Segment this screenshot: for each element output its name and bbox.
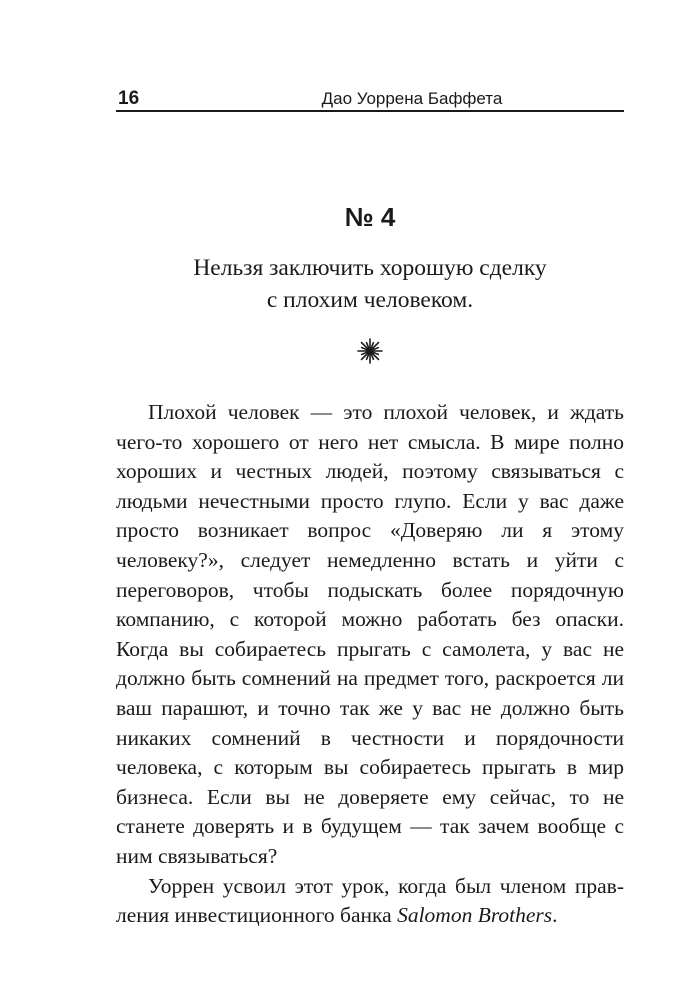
body-text	[116, 398, 624, 931]
page-number: 16	[118, 88, 140, 109]
chapter-number: № 4	[344, 202, 396, 232]
paragraph: Плохой человек — это плохой человек, и ждать чего-то хорошего от него нет смысла. В мире полно хороших и честных людей, поэтому связываться с людьми нечестными просто глупо. Если у вас даже просто возникает вопрос «Доверяю ли я этому человеку?», следует немедленно встать и уйти с переговоров, чтобы подыскать более порядочную компанию, с которой можно работать без опаски. Когда вы собираетесь прыгать с самолета, у вас не должно быть сомнений на предмет того, раскроется ли ваш парашют, и точно так же у вас не должно быть никаких сомнений в честности и порядочности человека, с которым вы собираетесь прыгать в мир бизнеса. Если вы не доверяете ему сейчас, то не станете доверять и в будущем — так зачем вообще с ним связываться?	[116, 400, 624, 868]
chapter-title	[116, 252, 624, 316]
running-title: Дао Уоррена Баффета	[321, 89, 503, 108]
paragraph-end: .	[552, 903, 558, 928]
chapter-title-line-2: с плохим человеком.	[266, 287, 474, 313]
paragraph-text: Уоррен усвоил этот урок, когда был членом правления инвестиционного банка	[116, 873, 624, 928]
chapter-title-line-1: Нельзя заключить хорошую сделку	[193, 255, 547, 281]
company-name: Salomon Brothers	[397, 903, 553, 928]
starburst-icon	[357, 338, 383, 364]
paragraph	[116, 872, 624, 931]
header-rule	[116, 110, 624, 112]
